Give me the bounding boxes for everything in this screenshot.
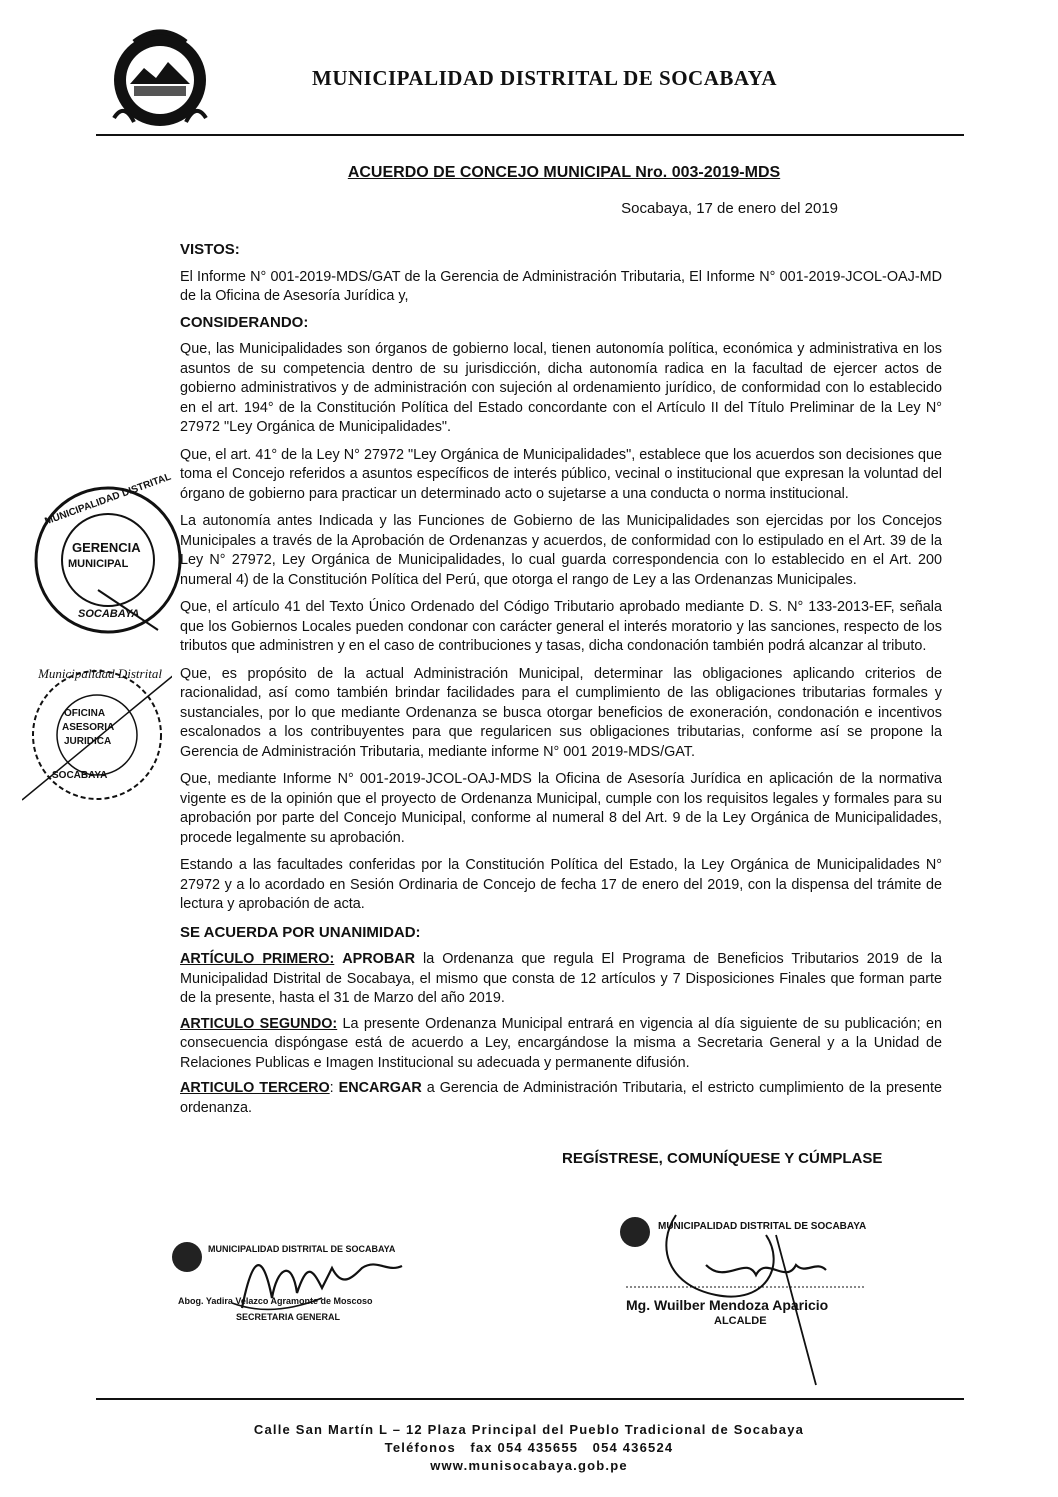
article-segundo [180, 1015, 942, 1074]
header-divider [96, 134, 964, 136]
article-tercero-text: a Gerencia de Administración Tributaria, el estricto cumplimiento de la presente ordenanza. [180, 1080, 942, 1116]
gerencia-stamp-line1: GERENCIA [72, 540, 141, 555]
paragraph: La autonomía antes Indicada y las Funciones de Gobierno de las Municipalidades son ejercidas por los Concejos Municipales a través de la Aprobación de Ordenanzas y acuerdos, de conformidad con lo estipulado en el Art. 39 de la Ley N° 27972, Ley Orgánica de Municipalidades, lo cual guarda correspondencia con lo establecido en el Art. 200 numeral 4) de la Constitución Política del Perú, que otorga el rango de Ley a las Ordenanzas Municipales. [180, 513, 942, 588]
right-signer-role: ALCALDE [714, 1315, 767, 1327]
asesoria-stamp-line2: ASESORIA [62, 722, 115, 733]
article-tercero [180, 1079, 942, 1118]
alcalde-signature-block [616, 1205, 906, 1395]
municipal-logo [104, 22, 216, 134]
left-seal-icon [172, 1242, 202, 1272]
institution-name: MUNICIPALIDAD DISTRITAL DE SOCABAYA [312, 66, 778, 90]
article-primero [180, 950, 942, 1009]
footer-phones: Teléfonos fax 054 435655 054 436524 [384, 1440, 674, 1455]
gerencia-stamp-bottom: SOCABAYA [78, 608, 140, 620]
paragraph: Que, las Municipalidades son órganos de gobierno local, tienen autonomía política, económica y administrativa en los asuntos de su competencia dentro de su jurisdicción, dicha autonomía radica en la facultad de ejercer actos de gobierno administrativos y de administración con sujeción al ordenamiento jurídico, de conformidad con lo establecido en el art. 194° de la Constitución Política del Estado concordante con el Artículo II del Título Preliminar de la Ley N° 27972 "Ley Orgánica de Municipalidades". [180, 341, 942, 435]
gerencia-stamp-line2: MUNICIPAL [68, 558, 129, 570]
asesoria-stamp-line3: JURIDICA [64, 736, 112, 747]
paragraph: Que, mediante Informe N° 001-2019-JCOL-OAJ-MDS la Oficina de Asesoría Jurídica en aplicación de la normativa vigente es de la opinión que el proyecto de Ordenanza Municipal, cumple con los requisitos legales y formales para su aprobación por parte del Concejo Municipal, conforme al numeral 8 del Art. 9 de la Ley Orgánica de Municipalidades, procede legalmente su aprobación. [180, 771, 942, 846]
article-tercero-lead: ENCARGAR [338, 1080, 422, 1096]
vistos-text: El Informe N° 001-2019-MDS/GAT de la Gerencia de Administración Tributaria, El Informe N° 001-2019-JCOL-OAJ-MD de la Oficina de Asesoría Jurídica y, [180, 268, 942, 304]
article-primero-label: ARTÍCULO PRIMERO: [180, 951, 335, 967]
left-signer-name: Abog. Yadira Velazco Agramonte de Moscoso [178, 1296, 373, 1306]
right-stamp-heading: MUNICIPALIDAD DISTRITAL DE SOCABAYA [658, 1221, 867, 1232]
article-primero-text: la Ordenanza que regula El Programa de Beneficios Tributarios 2019 de la Municipalidad Distrital de Socabaya, el mismo que consta de 12 artículos y 7 Disposiciones Finales que forman parte de la presente, hasta el 31 de Marzo del año 2019. [180, 951, 942, 1006]
article-segundo-label: ARTICULO SEGUNDO: [180, 1015, 338, 1032]
left-signer-role: SECRETARIA GENERAL [236, 1312, 341, 1322]
article-tercero-label: ARTICULO TERCERO [180, 1080, 330, 1096]
document-title: ACUERDO DE CONCEJO MUNICIPAL Nro. 003-2019-MDS [347, 164, 781, 181]
gerencia-stamp-ring: MUNICIPALIDAD DISTRITAL [43, 471, 173, 528]
paragraph: Estando a las facultades conferidas por la Constitución Política del Estado, la Ley Orgánica de Municipalidades N° 27972 y a lo acordado en Sesión Ordinaria de Concejo de fecha 17 de enero del 2019, con la dispensa del trámite de lectura y aprobación de acta. [180, 857, 942, 912]
asesoria-stamp-bottom: SOCABAYA [52, 770, 108, 781]
gerencia-stamp [28, 471, 188, 640]
closing-formula: REGÍSTRESE, COMUNÍQUESE Y CÚMPLASE [562, 1150, 883, 1167]
footer-divider [96, 1398, 964, 1400]
document-body [180, 240, 942, 1126]
secretaria-signature-block [172, 1238, 432, 1338]
vistos-heading: VISTOS: [180, 241, 240, 258]
asesoria-stamp-ring: Municipalidad Distrital [38, 666, 162, 681]
left-stamp-heading: MUNICIPALIDAD DISTRITAL DE SOCABAYA [208, 1244, 396, 1254]
acuerda-heading: SE ACUERDA POR UNANIMIDAD: [180, 923, 421, 941]
asesoria-stamp-line1: OFICINA [64, 708, 106, 719]
considerando-heading: CONSIDERANDO: [180, 313, 309, 331]
paragraph: Que, el art. 41° de la Ley N° 27972 "Ley Orgánica de Municipalidades", establece que los acuerdos son decisiones que toma el Concejo referidos a asuntos específicos de interés público, vecinal o institucional que expresan la voluntad del órgano de gobierno para practicar un determinado acto o sujetarse a una conducta o norma institucional. [180, 446, 942, 502]
footer-address: Calle San Martín L – 12 Plaza Principal del Pueblo Tradicional de Socabaya [253, 1422, 805, 1437]
footer-website: www.munisocabaya.gob.pe [430, 1458, 628, 1473]
article-segundo-text: La presente Ordenanza Municipal entrará en vigencia al día siguiente de su publicación; en consecuencia dispóngase está de acuerdo a Ley, encargándose la misma a Secretaria General y a la Unidad de Relaciones Publicas e Imagen Institucional su adecuada y permanente difusión. [180, 1015, 942, 1071]
paragraph: Que, es propósito de la actual Administración Municipal, determinar las obligaciones aplicando criterios de racionalidad, así como también brindar facilidades para el cumplimiento de las obligaciones tributarias formales y sustanciales, por lo que mediante Ordenanza se busca otorgar beneficios de exoneración, condonación e incentivos escalonados a los contribuyentes para que regularicen sus obligaciones tributarias, conforme así se propone la Gerencia de Administración Tributaria, mediante informe N° 001 2019-MDS/GAT. [180, 665, 942, 760]
asesoria-stamp [22, 660, 172, 810]
right-seal-icon [620, 1217, 650, 1247]
document-date: Socabaya, 17 de enero del 2019 [621, 200, 838, 217]
paragraph: Que, el artículo 41 del Texto Único Ordenado del Código Tributario aprobado mediante D. S. N° 133-2013-EF, señala que los Gobiernos Locales pueden condonar con carácter general el interés moratorio y las sanciones, respecto de los tributos que administren y en el caso de contribuciones y tasas, dicha condonación también podrá alcanzar al tributo. [180, 599, 942, 654]
article-tercero-colon: : [329, 1080, 339, 1096]
article-primero-lead: APROBAR [342, 951, 416, 967]
right-signer-name: Mg. Wuilber Mendoza Aparicio [626, 1297, 829, 1313]
